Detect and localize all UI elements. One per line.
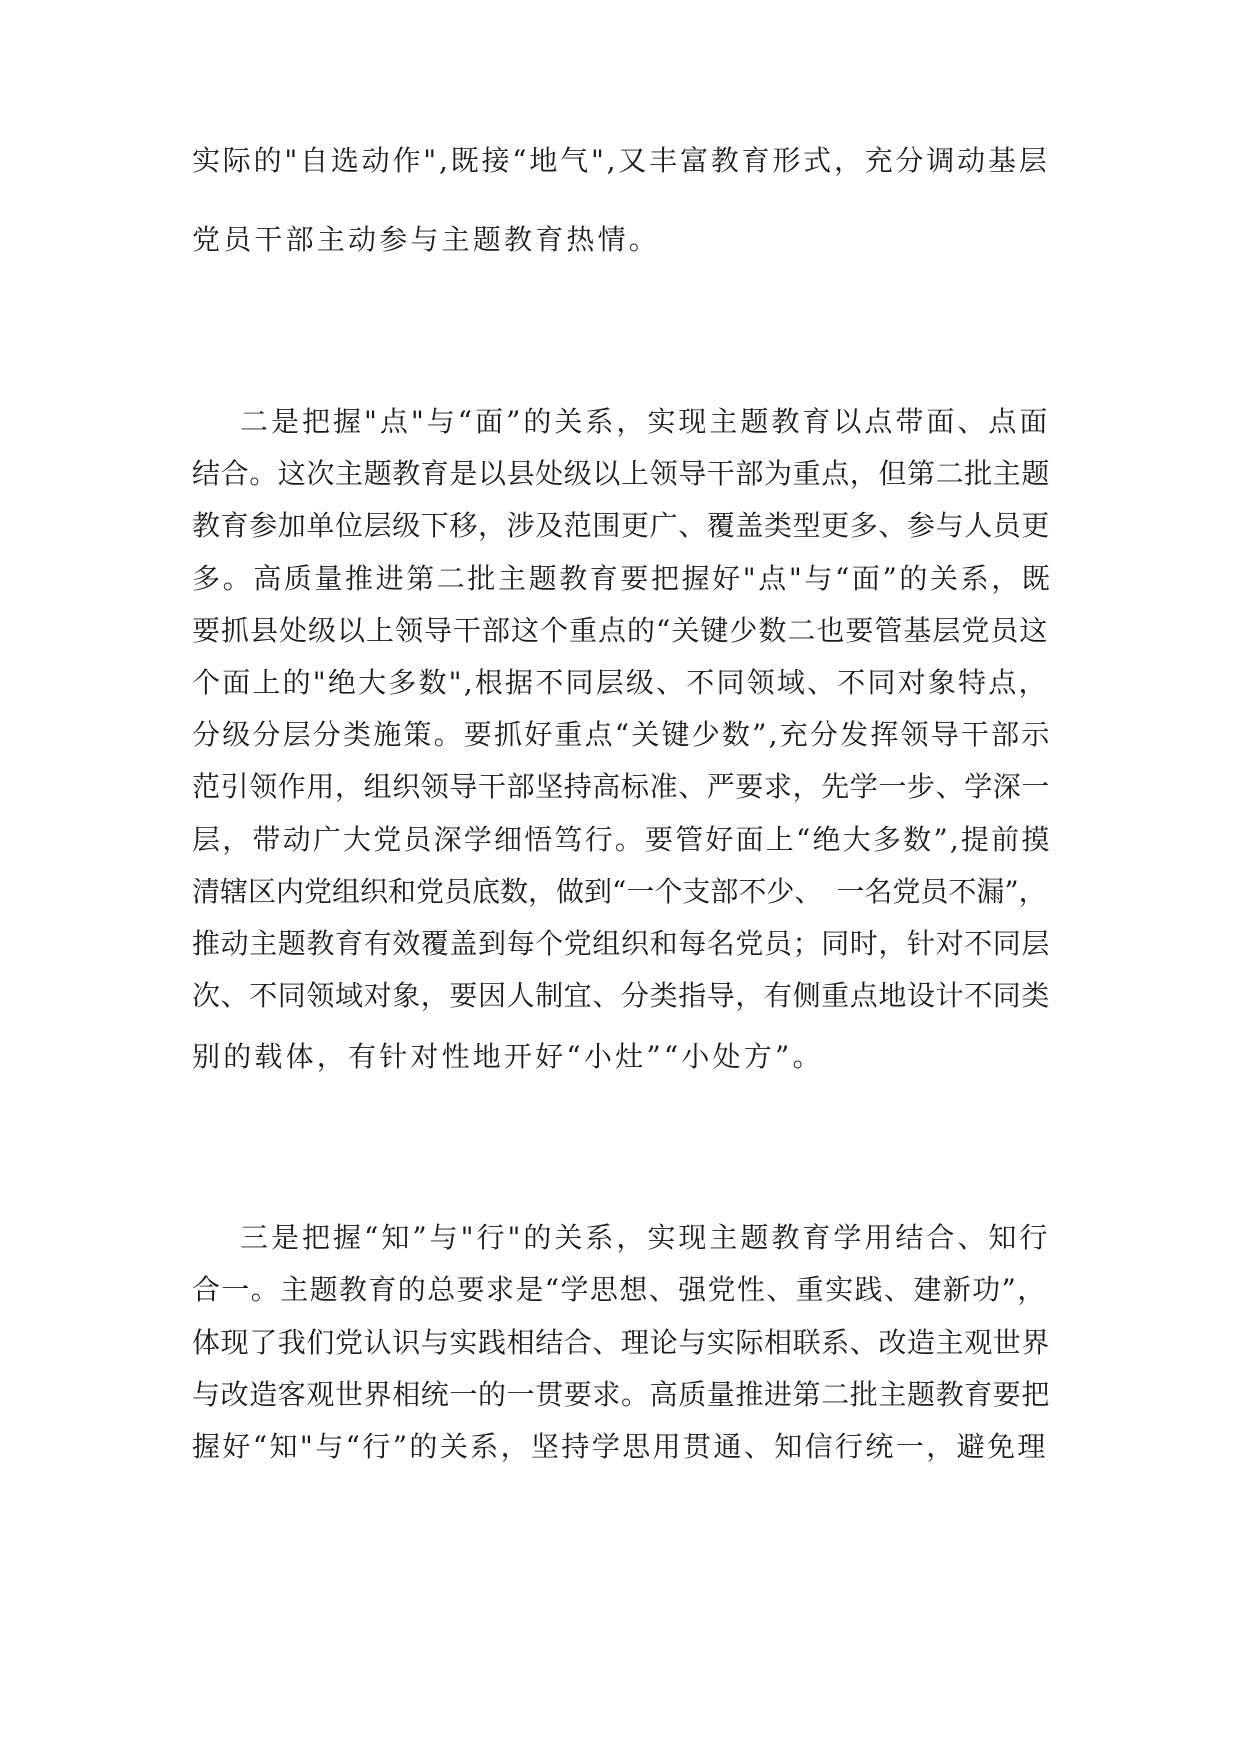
paragraph-2-line-1: 二是把握"点"与“面”的关系，实现主题教育以点带面、点面 — [240, 405, 1051, 438]
paragraph-2-line-2: 结合。这次主题教育是以县处级以上领导干部为重点，但第二批主题 — [192, 457, 1051, 490]
paragraph-3-line-1: 三是把握“知”与"行"的关系，实现主题教育学用结合、知行 — [240, 1221, 1051, 1254]
paragraph-3-line-2: 合一。主题教育的总要求是“学思想、强党性、重实践、建新功”， — [192, 1273, 1047, 1306]
paragraph-2-line-11: 推动主题教育有效覆盖到每个党组织和每名党员；同时，针对不同层 — [192, 927, 1051, 960]
paragraph-2-line-12: 次、不同领域对象，要因人制宜、分类指导，有侧重点地设计不同类 — [192, 979, 1051, 1012]
paragraph-2-line-7: 分级分层分类施策。要抓好重点“关键少数”,充分发挥领导干部示 — [192, 718, 1052, 751]
paragraph-2-line-4: 多。高质量推进第二批主题教育要把握好"点"与“面”的关系，既 — [192, 562, 1053, 595]
paragraph-2-line-13: 别的载体，有针对性地开好“小灶”“小处方”。 — [192, 1040, 824, 1073]
paragraph-3-line-5: 握好“知"与“行”的关系，坚持学思用贯通、知信行统一，避免理 — [192, 1430, 1048, 1463]
paragraph-2-line-9: 层，带动广大党员深学细悟笃行。要管好面上“绝大多数”,提前摸 — [192, 823, 1052, 856]
paragraph-3-line-4: 与改造客观世界相统一的一贯要求。高质量推进第二批主题教育要把 — [192, 1378, 1051, 1411]
paragraph-2-line-8: 范引领作用，组织领导干部坚持高标准、严要求，先学一步、学深一 — [192, 770, 1051, 803]
paragraph-1-line-1: 实际的"自选动作",既接“地气",又丰富教育形式，充分调动基层 — [192, 144, 1050, 177]
paragraph-2-line-3: 教育参加单位层级下移，涉及范围更广、覆盖类型更多、参与人员更 — [192, 509, 1051, 542]
paragraph-1-line-2: 党员干部主动参与主题教育热情。 — [192, 223, 661, 256]
paragraph-2-line-10: 清辖区内党组织和党员底数，做到“一个支部不少、 一名党员不漏”， — [192, 875, 1047, 908]
paragraph-2-line-6: 个面上的"绝大多数",根据不同层级、不同领域、不同对象特点， — [192, 666, 1049, 699]
paragraph-2-line-5: 要抓县处级以上领导干部这个重点的“关键少数二也要管基层党员这 — [192, 614, 1049, 647]
paragraph-3-line-3: 体现了我们党认识与实践相结合、理论与实际相联系、改造主观世界 — [192, 1326, 1051, 1359]
